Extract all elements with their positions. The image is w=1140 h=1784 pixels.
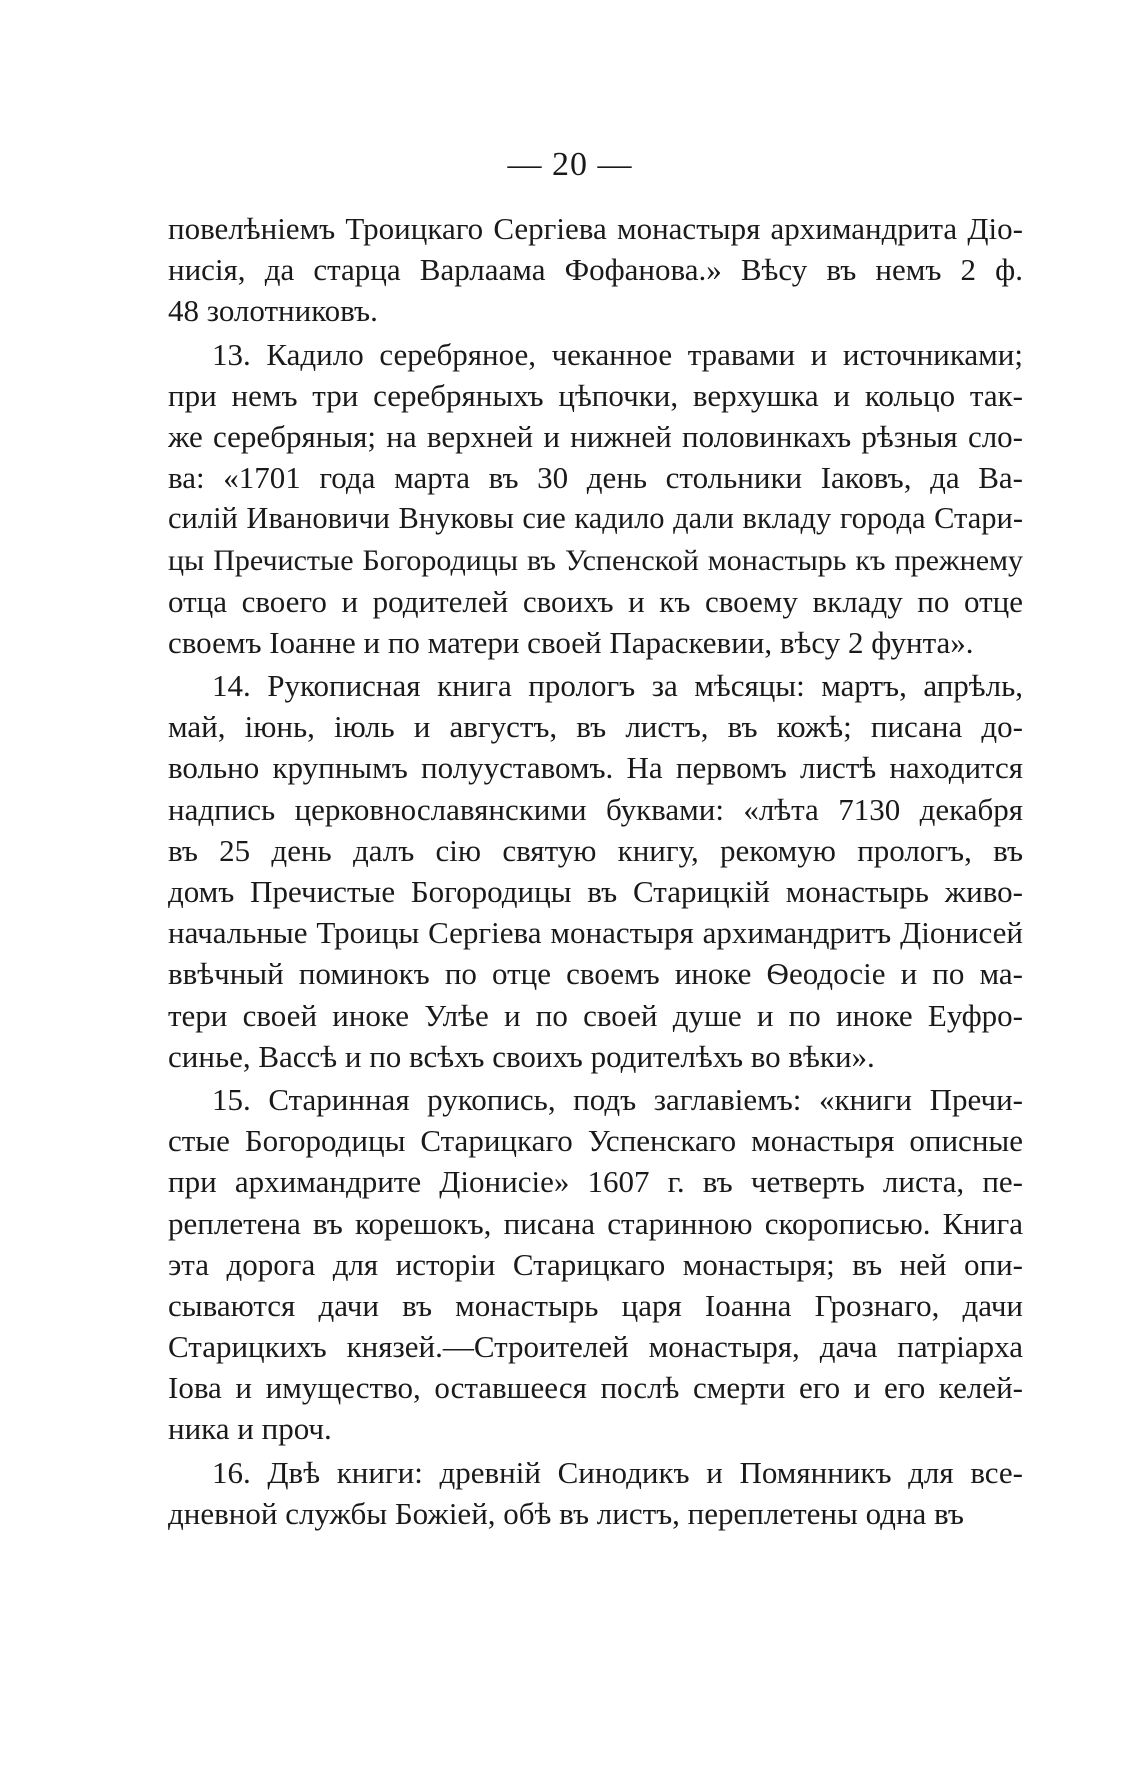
- text-line: 15. Старинная рукопись, подъ заглавіемъ: «книги Пречи-: [212, 1081, 1023, 1117]
- text-line: май, іюнь, іюль и августъ, въ листъ, въ кожѣ; писана до-: [168, 709, 1023, 745]
- text-line: сываются дачи въ монастырь царя Іоанна Грознаго, дачи: [168, 1287, 1023, 1323]
- text-line: 14. Рукописная книга прологъ за мѣсяцы: мартъ, апрѣль,: [212, 668, 1023, 704]
- text-line: стые Богородицы Старицкаго Успенскаго монастыря описные: [168, 1123, 1023, 1159]
- page-number: — 20 —: [507, 146, 633, 183]
- text-line: надпись церковнославянскими буквами: «лѣта 7130 декабря: [168, 791, 1023, 827]
- text-line: вольно крупнымъ полууставомъ. На первомъ листѣ находится: [168, 750, 1023, 786]
- text-line: синье, Вассѣ и по всѣхъ своихъ родителѣхъ во вѣки».: [168, 1038, 875, 1074]
- text-line: ввѣчный поминокъ по отце своемъ иноке Ѳеодосіе и по ма-: [168, 956, 1023, 992]
- text-line: тери своей иноке Улѣе и по своей душе и по иноке Еуфро-: [168, 997, 1023, 1033]
- text-line: своемъ Іоанне и по матери своей Параскевии, вѣсу 2 фунта».: [168, 624, 974, 660]
- paragraph: [168, 665, 1023, 1077]
- text-line: 48 золотниковъ.: [168, 293, 378, 329]
- text-line: нисія, да старца Варлаама Фофанова.» Вѣсу въ немъ 2 ф.: [168, 252, 1023, 288]
- text-line: силій Ивановичи Внуковы сие кадило дали вкладу города Стари-: [168, 501, 1023, 536]
- text-line: начальные Троицы Сергіева монастыря архимандритъ Діонисей: [168, 915, 1023, 951]
- paragraph: [168, 334, 1023, 664]
- body-text: [168, 208, 1023, 1534]
- text-line: дневной службы Божіей, обѣ въ листъ, переплетены одна въ: [168, 1495, 964, 1531]
- text-line: ва: «1701 года марта въ 30 день стольники Іаковъ, да Ва-: [168, 460, 1023, 496]
- text-line: отца своего и родителей своихъ и къ своему вкладу по отце: [168, 583, 1023, 619]
- text-line: Іова и имущество, оставшееся послѣ смерти его и его келей-: [168, 1370, 1023, 1406]
- text-line: же серебряныя; на верхней и нижней половинкахъ рѣзныя сло-: [168, 418, 1023, 454]
- text-line: повелѣніемъ Троицкаго Сергіева монастыря архимандрита Діо-: [168, 211, 1023, 246]
- paragraph: [168, 1452, 1023, 1534]
- text-line: при немъ три серебряныхъ цѣпочки, верхушка и кольцо так-: [168, 377, 1023, 413]
- text-line: ника и проч.: [168, 1411, 332, 1447]
- text-line: эта дорога для исторіи Старицкаго монастыря; въ ней опи-: [168, 1246, 1023, 1282]
- text-line: въ 25 день далъ сію святую книгу, рекомую прологъ, въ: [168, 832, 1023, 868]
- text-line: Старицкихъ князей.—Строителей монастыря, дача патріарха: [168, 1329, 1023, 1365]
- paragraph: [168, 1079, 1023, 1450]
- text-line: домъ Пречистые Богородицы въ Старицкій монастырь живо-: [168, 874, 1023, 909]
- text-line: при архимандрите Діонисіе» 1607 г. въ четверть листа, пе-: [168, 1164, 1023, 1200]
- text-line: 16. Двѣ книги: древній Синодикъ и Помянникъ для все-: [212, 1454, 1023, 1490]
- text-line: цы Пречистые Богородицы въ Успенской монастырь къ прежнему: [168, 543, 1023, 577]
- text-line: реплетена въ корешокъ, писана старинною скорописью. Книга: [168, 1205, 1023, 1241]
- paragraph: [168, 208, 1023, 332]
- text-line: 13. Кадило серебряное, чеканное травами и источниками;: [212, 336, 1023, 372]
